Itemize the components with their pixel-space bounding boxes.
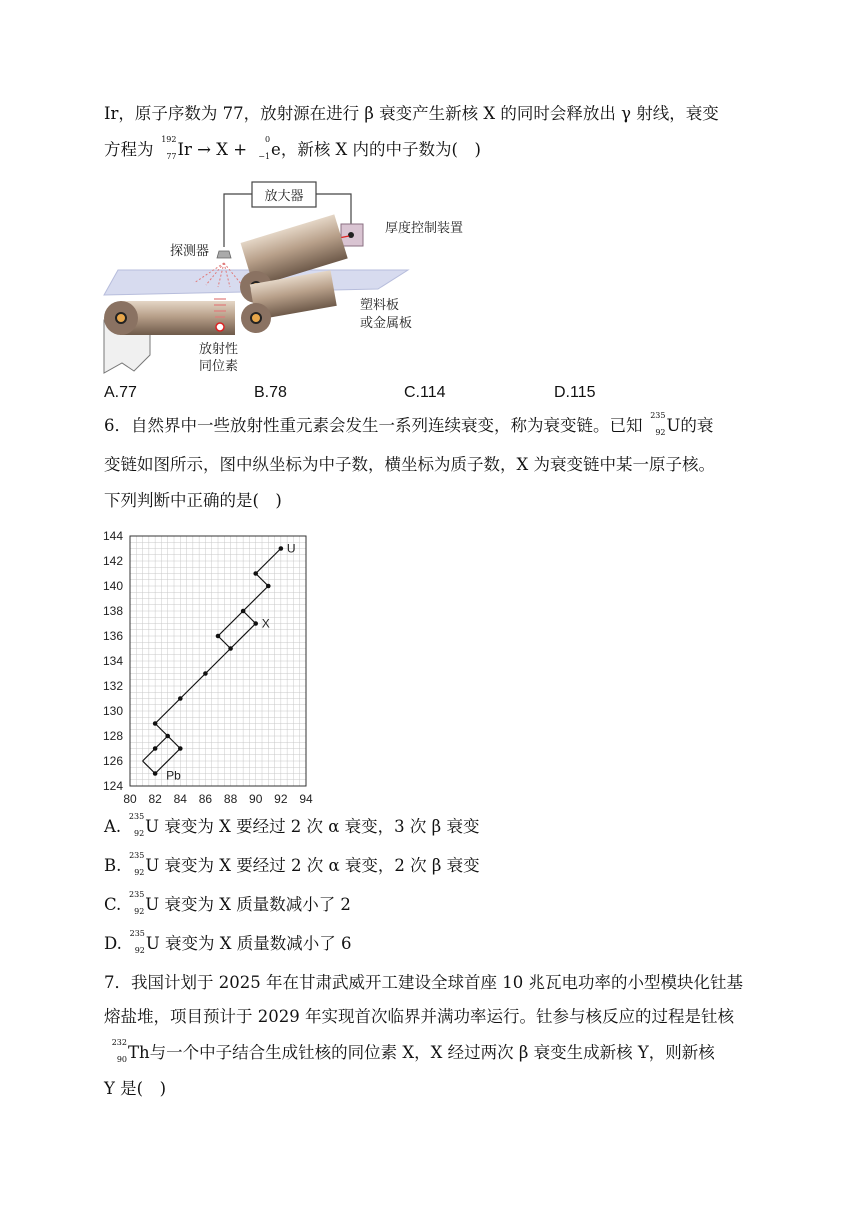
x-tick-label: 88: [223, 792, 238, 806]
plate-label-line1: 塑料板: [360, 297, 400, 312]
x-tick-label: 84: [173, 792, 187, 806]
point-label-x: X: [261, 616, 270, 631]
q6-option-d[interactable]: D. 235 92 U 衰变为 X 质量数减小了 6: [104, 929, 352, 955]
x-tick-label: 90: [249, 792, 263, 806]
decay-point: [153, 771, 158, 776]
wire-left: [224, 194, 252, 247]
q5-line2-prefix: 方程为: [104, 140, 154, 159]
q5-line2-suffix: ，新核 X 内的中子数为( ): [280, 140, 481, 159]
electron-notation: 0 −1: [258, 135, 271, 161]
detector-icon: [217, 251, 231, 258]
decay-point: [165, 734, 170, 739]
q5-option-a[interactable]: A.77: [104, 384, 137, 401]
thickness-gauge-figure: [0, 175, 860, 375]
q6-option-c[interactable]: C. 235 92 U 衰变为 X 质量数减小了 2: [104, 890, 351, 916]
lower-roll-axle: [251, 313, 261, 323]
y-tick-label: 126: [102, 754, 123, 768]
q5-stem-line-1: Ir，原子序数为 77，放射源在进行 β 衰变产生新核 X 的同时会释放出 γ 射线，衰变: [104, 104, 719, 123]
q6-option-b[interactable]: B. 235 92 U 衰变为 X 要经过 2 次 α 衰变，2 次 β 衰变: [104, 851, 480, 877]
decay-point: [153, 721, 158, 726]
y-tick-label: 144: [102, 529, 123, 543]
x-tick-label: 80: [123, 792, 137, 806]
y-tick-label: 136: [102, 629, 123, 643]
ir-nuclide-notation: 192 77: [161, 135, 177, 161]
y-tick-label: 132: [102, 679, 123, 693]
decay-point: [216, 634, 221, 639]
decay-point: [253, 571, 258, 576]
q7-stem-line-4: Y 是( ): [104, 1079, 167, 1098]
q5-option-b[interactable]: B.78: [254, 384, 287, 401]
x-tick-label: 92: [274, 792, 288, 806]
y-tick-label: 130: [102, 704, 123, 718]
u235-notation: 235 92: [650, 411, 666, 437]
decay-point: [178, 746, 183, 751]
q5-option-d[interactable]: D.115: [554, 384, 596, 401]
decay-point: [266, 584, 271, 589]
point-labels: [166, 542, 295, 783]
q6-stem-line-3: 下列判断中正确的是( ): [104, 491, 282, 510]
q7-stem-line-3: [104, 1038, 715, 1064]
electron-symbol: e: [271, 140, 281, 159]
decay-point: [279, 546, 284, 551]
y-tick-label: 134: [102, 654, 123, 668]
decay-point: [203, 671, 208, 676]
x-tick-label: 94: [299, 792, 313, 806]
y-tick-label: 140: [102, 579, 123, 593]
y-tick-label: 128: [102, 729, 123, 743]
q7-stem-line-2: 熔盐堆，项目预计于 2029 年实现首次临界并满功率运行。钍参与核反应的过程是钍核: [104, 1007, 734, 1026]
decay-point: [228, 646, 233, 651]
q6-line1-prefix: 6．自然界中一些放射性重元素会发生一系列连续衰变，称为衰变链。已知: [104, 416, 643, 435]
th232-notation: 232 90: [111, 1038, 127, 1064]
ir-symbol: Ir: [177, 140, 192, 159]
source-label-line2: 同位素: [199, 358, 239, 373]
decay-point: [178, 696, 183, 701]
decay-point: [153, 746, 158, 751]
detector-label: 探测器: [170, 243, 210, 258]
decay-point: [253, 621, 258, 626]
point-label-u: U: [286, 541, 296, 556]
x-tick-label: 86: [198, 792, 213, 806]
u-symbol: U: [666, 416, 681, 435]
decay-chain-chart: [0, 522, 860, 812]
q6-line1-suffix: 的衰: [680, 416, 714, 435]
amplifier-label: 放大器: [264, 188, 304, 203]
radioactive-source-icon: [216, 323, 224, 331]
y-tick-label: 138: [102, 604, 123, 618]
q7-stem-line-1: 7．我国计划于 2025 年在甘肃武威开工建设全球首座 10 兆瓦电功率的小型模块化钍基: [104, 973, 743, 992]
x-tick-label: 82: [148, 792, 162, 806]
y-tick-label: 124: [102, 779, 123, 793]
q6-stem-line-2: 变链如图所示，图中纵坐标为中子数，横坐标为质子数，X 为衰变链中某一原子核。: [104, 455, 715, 474]
q5-option-c[interactable]: C.114: [404, 384, 446, 401]
q5-stem-line-2: [104, 135, 481, 161]
th-symbol: Th: [128, 1043, 150, 1062]
source-label-line1: 放射性: [199, 341, 239, 356]
device-lens: [348, 232, 354, 238]
left-roll-axle: [116, 313, 126, 323]
thickness-control-label: 厚度控制装置: [385, 220, 464, 235]
y-tick-label: 142: [102, 554, 123, 568]
q7-line3-suffix: 与一个中子结合生成钍核的同位素 X，X 经过两次 β 衰变生成新核 Y，则新核: [149, 1043, 715, 1062]
q6-option-a[interactable]: A. 235 92 U 衰变为 X 要经过 2 次 α 衰变，3 次 β 衰变: [104, 812, 480, 838]
decay-point: [241, 609, 246, 614]
equation-arrow-x: → X +: [197, 140, 248, 159]
point-label-pb: Pb: [166, 768, 181, 783]
q6-stem-line-1: [104, 411, 714, 437]
plate-label-line2: 或金属板: [360, 315, 413, 330]
